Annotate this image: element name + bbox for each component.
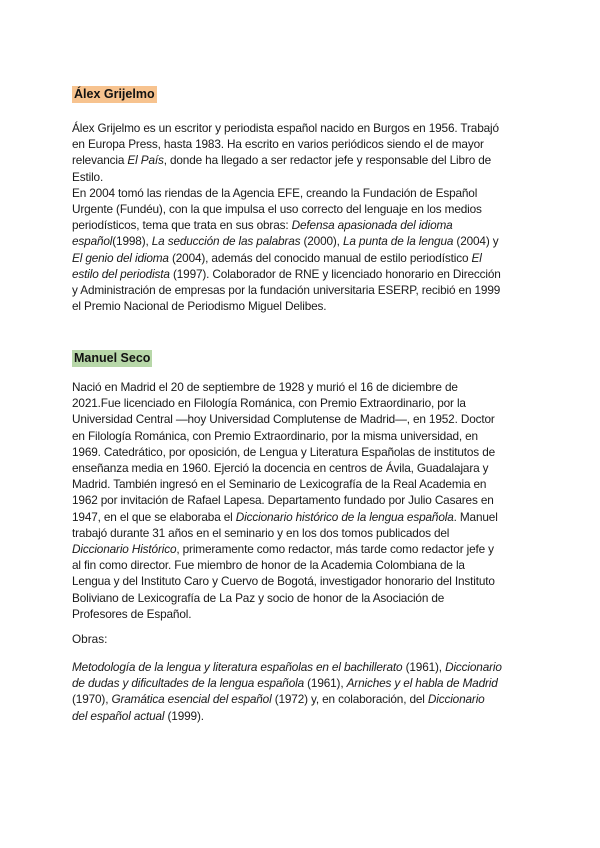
text-line: 1962 por invitación de Rafael Lapesa. Departamento fundado por Julio Casares en [72,493,494,508]
text-line: 1969. Catedrático, por oposición, de Lengua y Literatura Españolas de institutos de [72,444,496,459]
text-line: al fin como director. Fue miembro de honor de la Academia Colombiana de la [72,558,465,573]
text-line: de dudas y dificultades de la lengua española (1961), Arniches y el habla de Madrid [72,676,498,691]
text-line: en Europa Press, hasta 1983. Ha escrito en varios periódicos siendo el de mayor [72,137,484,152]
text-line: En 2004 tomó las riendas de la Agencia EFE, creando la Fundación de Español [72,185,478,200]
text-line: Urgente (Fundéu), con la que impulsa el uso correcto del lenguaje en los medios [72,202,482,217]
seco-bio [72,379,532,622]
text-line: el Premio Nacional de Periodismo Miguel Delibes. [72,299,327,314]
text-line: Álex Grijelmo es un escritor y periodista español nacido en Burgos en 1956. Trabajó [72,121,499,135]
text-line: El genio del idioma (2004), además del conocido manual de estilo periodístico El [72,250,482,265]
text-line: Nació en Madrid el 20 de septiembre de 1928 y murió el 16 de diciembre de [72,380,458,394]
text-line: Universidad Central —hoy Universidad Complutense de Madrid—, en 1952. Doctor [72,412,495,427]
text-line: relevancia El País, donde ha llegado a ser redactor jefe y responsable del Libro de [72,153,492,168]
text-line: en Filología Románica, con Premio Extraordinario, por la misma universidad, en [72,428,478,443]
text-line: estilo del periodista (1997). Colaborador de RNE y licenciado honorario en Dirección [72,266,501,281]
text-line: (1970), Gramática esencial del español (1972) y, en colaboración, del Diccionario [72,692,485,707]
grijelmo-bio [72,120,532,314]
text-line: y Administración de empresas por la fundación universitaria ESERP, recibió en 1999 [72,283,501,298]
text-line: Metodología de la lengua y literatura españolas en el bachillerato (1961), Diccionario [72,660,502,674]
obras-label: Obras: [72,632,108,646]
text-line: Profesores de Español. [72,606,192,621]
heading-manuel-seco: Manuel Seco [74,351,151,365]
text-line: del español actual (1999). [72,708,204,723]
obras-list [72,659,532,724]
heading-alex-grijelmo: Álex Grijelmo [74,87,155,101]
text-line: Madrid. También ingresó en el Seminario de Lexicografía de la Real Academia en [72,477,487,492]
text-line: español(1998), La seducción de las palabras (2000), La punta de la lengua (2004) y [72,234,499,249]
text-line: periodísticos, tema que trata en sus obras: Defensa apasionada del idioma [72,218,453,233]
text-line: Boliviano de Lexicografía de La Paz y socio de honor de la Asociación de [72,590,445,605]
text-line: trabajó durante 31 años en el seminario y en los dos tomos publicados del [72,525,450,540]
text-line: enseñanza media en 1960. Ejerció la docencia en centros de Ávila, Guadalajara y [72,461,489,476]
text-line: 1947, en el que se elaboraba el Diccionario histórico de la lengua española. Manuel [72,509,498,524]
text-line: Estilo. [72,169,104,184]
text-line: Lengua y del Instituto Caro y Cuervo de Bogotá, investigador honorario del Instituto [72,574,495,589]
text-line: Diccionario Histórico, primeramente como redactor, más tarde como redactor jefe y [72,542,494,557]
text-line: 2021.Fue licenciado en Filología Románica, con Premio Extraordinario, por la [72,396,466,411]
